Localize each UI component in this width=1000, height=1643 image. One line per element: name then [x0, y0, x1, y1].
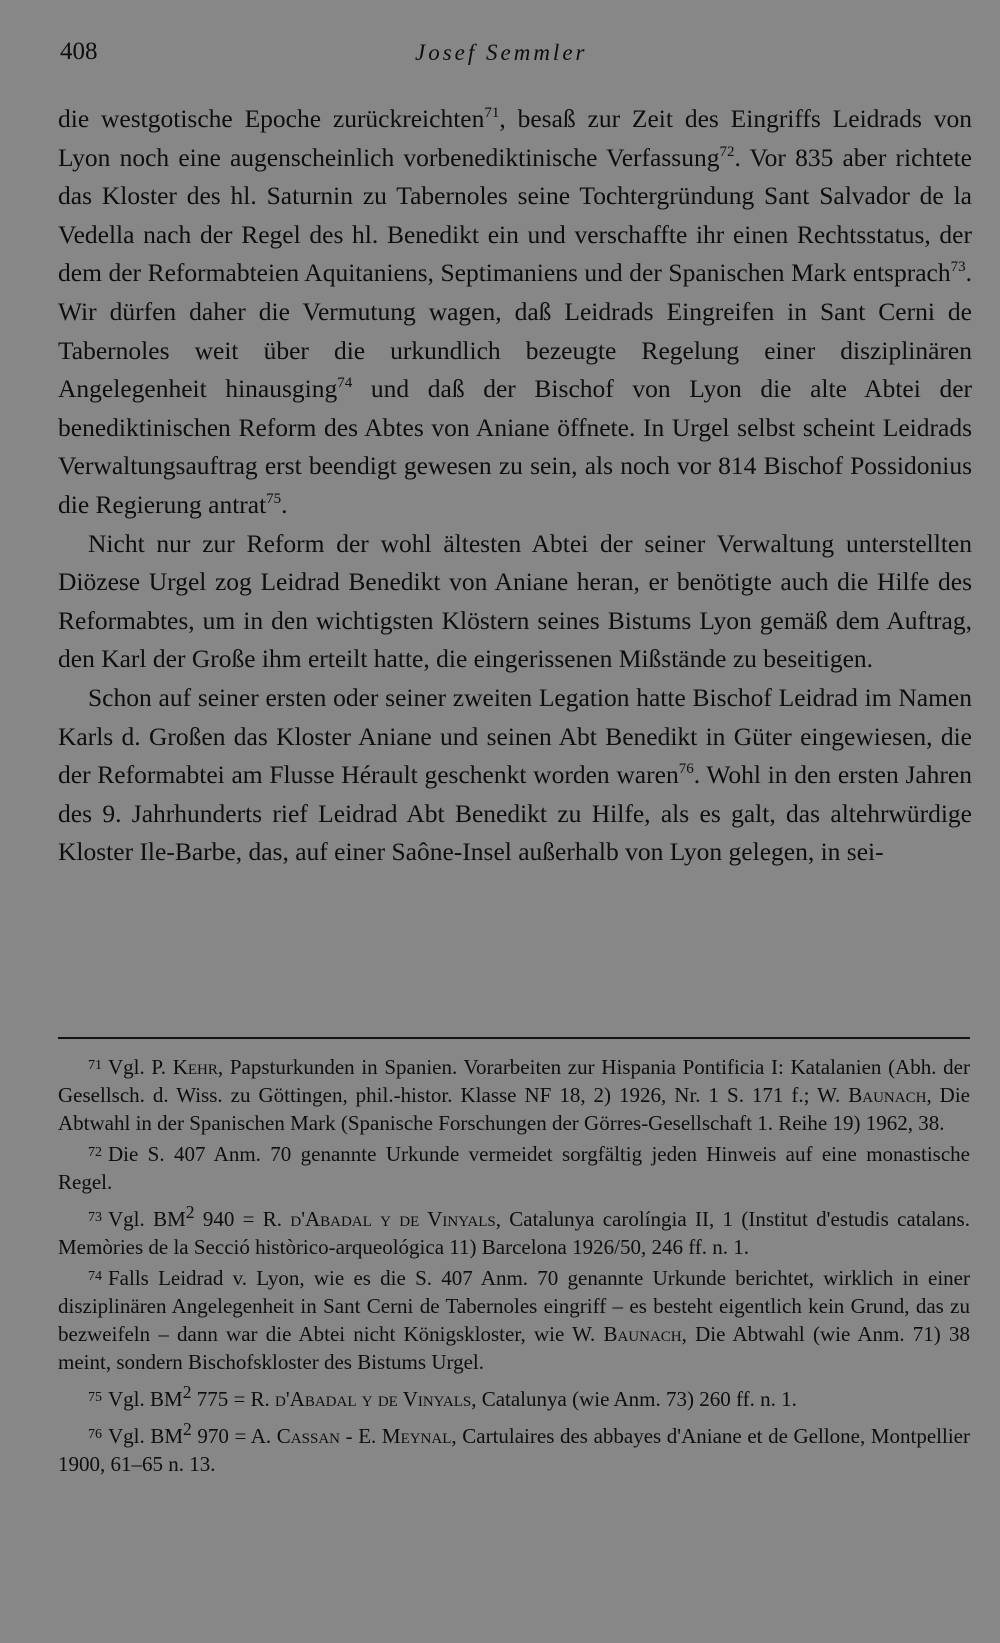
footnote-text: 970 = A.: [191, 1424, 277, 1448]
footnote-number: 74: [88, 1269, 102, 1284]
footnote-71: [58, 1052, 970, 1137]
text-run: die westgotische Epoche zurückreichten: [58, 104, 485, 133]
text-run: und daß der Bischof von Lyon die alte Abtei der benediktinischen Reform des Abtes von Aniane öffnete. In Urgel selbst scheint Leidrads Verwaltungsauftrag erst beendigt gewesen zu sein, als noch vor 814 Bischof Possidonius die Regierung antrat: [58, 374, 973, 519]
text-run: . Vor 835 aber richtete das Kloster des hl. Saturnin zu Tabernoles seine Tochtergründung Sant Salvador de la Vedella nach der Regel des hl. Benedikt ein und verschaffte ihr einen Rechtsstatus, der dem der Reformabteien Aquitaniens, Septimaniens und der Spanischen Mark entsprach: [58, 142, 972, 288]
page-header: [60, 38, 930, 78]
footnote-75: [58, 1378, 970, 1413]
author-name: d'Abadal y de Vinyals: [290, 1207, 496, 1231]
footnote-72: [58, 1139, 970, 1196]
footnote-text: Vgl. BM: [108, 1207, 186, 1231]
running-head-author: Josef Semmler: [415, 40, 588, 65]
footnotes: [58, 1052, 970, 1480]
paragraph-2: Nicht nur zur Reform der wohl ältesten Abtei der seiner Verwaltung unterstellten Diözese Urgel zog Leidrad Benedikt von Aniane heran, er benötigte auch die Hilfe des Reformabtes, um in den wichtigsten Klöstern seines Bistums Lyon gemäß dem Auftrag, den Karl der Große ihm erteilt hatte, die eingerissenen Mißstände zu beseitigen.: [58, 528, 972, 674]
footnote-text: 940 = R.: [194, 1207, 291, 1231]
footnote-text: , Catalunya carolíngia II, 1 (Institut d'estudis catalans. Memòries de la Secció històrico-arqueológica 11) Barcelona 1926/50, 246 ff. n. 1.: [58, 1207, 970, 1259]
author-name: Baunach: [848, 1083, 927, 1107]
footnote-number: 75: [88, 1390, 102, 1405]
footnote-text: Vgl. P.: [108, 1055, 173, 1079]
edition-superscript: 2: [185, 1202, 195, 1222]
author-name: Kehr: [172, 1055, 218, 1079]
footnote-text: 775 = R.: [191, 1387, 276, 1411]
footnote-text: Vgl. BM: [108, 1424, 184, 1448]
footnote-number: 73: [88, 1210, 102, 1225]
text-run: , besaß zur Zeit des Eingriffs Leidrads von Lyon noch eine augenscheinlich vorbenediktinische Verfassung: [58, 104, 972, 172]
author-name: Cassan: [276, 1424, 340, 1448]
footnote-text: - E.: [340, 1424, 382, 1448]
footnote-text: , Cartulaires des abbayes d'Aniane et de Gellone, Montpellier 1900, 61–65 n. 13.: [58, 1424, 970, 1476]
footnote-ref-72: 72: [719, 143, 735, 160]
footnote-text: , Die Abtwahl in der Spanischen Mark (Spanische Forschungen der Görres-Gesellschaft 1. Reihe 19) 1962, 38.: [58, 1083, 970, 1135]
footnote-number: 71: [88, 1058, 102, 1073]
footnote-number: 76: [88, 1427, 102, 1442]
footnote-ref-74: 74: [337, 375, 353, 392]
footnote-ref-75: 75: [266, 490, 282, 507]
footnote-divider: [58, 1037, 970, 1039]
text-run: .: [281, 489, 288, 519]
main-text: [58, 100, 972, 872]
author-name: Meynal: [381, 1424, 452, 1448]
footnote-number: 72: [88, 1145, 102, 1160]
author-name: Baunach: [603, 1322, 682, 1346]
paragraph-3: [58, 679, 972, 872]
footnote-text: Vgl. BM: [108, 1387, 183, 1411]
footnote-text: Falls Leidrad v. Lyon, wie es die S. 407 Anm. 70 genannte Urkunde berichtet, wirklich in einer disziplinären Angelegenheit in Sant Cerni de Tabernoles eingriff – es besteht eigentlich kein Grund, das zu bezweifeln – dann war die Abtei nicht Königskloster, wie W.: [58, 1266, 970, 1346]
paragraph-1: [58, 100, 972, 525]
author-name: d'Abadal y de Vinyals: [275, 1387, 472, 1411]
edition-superscript: 2: [182, 1382, 192, 1402]
text-run: . Wir dürfen daher die Vermutung wagen, daß Leidrads Eingreifen in Sant Cerni de Tabernoles weit über die urkundlich bezeugte Regelung einer disziplinären Angelegenheit hinausging: [58, 258, 972, 404]
footnote-text: , Papsturkunden in Spanien. Vorarbeiten zur Hispania Pontificia I: Katalanien (Abh. der Gesellsch. d. Wiss. zu Göttingen, phil.-histor. Klasse NF 18, 2) 1926, Nr. 1 S. 171 f.; W.: [58, 1055, 970, 1107]
footnote-text: , Catalunya (wie Anm. 73) 260 ff. n. 1.: [471, 1387, 797, 1411]
footnote-text: Die S. 407 Anm. 70 genannte Urkunde vermeidet sorgfältig jeden Hinweis auf eine monastische Regel.: [58, 1142, 970, 1194]
edition-superscript: 2: [183, 1419, 192, 1439]
footnote-ref-76: 76: [678, 761, 694, 778]
footnote-text: , Die Abtwahl (wie Anm. 71) 38 meint, sondern Bischofskloster des Bistums Urgel.: [58, 1322, 970, 1374]
text-run: Schon auf seiner ersten oder seiner zweiten Legation hatte Bischof Leidrad im Namen Karls d. Großen das Kloster Aniane und seinen Abt Benedikt in Güter eingewiesen, die der Reformabtei am Flusse Hérault geschenkt worden waren: [58, 682, 972, 790]
footnote-74: [58, 1263, 970, 1376]
footnote-ref-71: 71: [484, 105, 500, 121]
footnote-73: [58, 1198, 970, 1261]
footnote-ref-73: 73: [950, 259, 966, 276]
footnote-76: [58, 1415, 970, 1478]
text-run: . Wohl in den ersten Jahren des 9. Jahrhunderts rief Leidrad Abt Benedikt zu Hilfe, als es galt, das altehrwürdige Kloster Ile-Barbe, das, auf einer Saône-Insel außerhalb von Lyon gelegen, in sei-: [58, 760, 972, 867]
page-number: 408: [60, 38, 98, 65]
